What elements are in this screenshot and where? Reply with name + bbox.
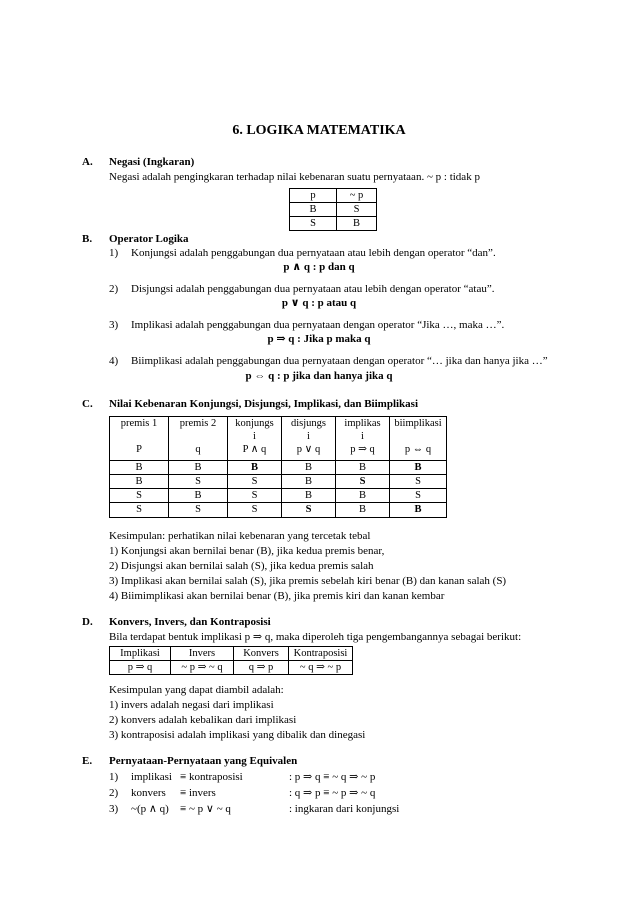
truth-cell: B bbox=[336, 503, 390, 517]
truth-header-line1: disjungs bbox=[290, 418, 326, 429]
operator-formula: p ⇒ q : Jika p maka q bbox=[267, 333, 371, 345]
implication-cell: q ⇒ p bbox=[234, 661, 289, 675]
equivalence-term: konvers bbox=[131, 787, 166, 799]
implication-cell: ~ p ⇒ ~ q bbox=[171, 661, 234, 675]
operator-item-num: 1) bbox=[109, 247, 119, 259]
truth-cell: S bbox=[110, 489, 169, 503]
truth-cell: B bbox=[282, 475, 336, 489]
section-e-heading: Pernyataan-Pernyataan yang Equivalen bbox=[109, 755, 298, 767]
truth-cell: S bbox=[110, 503, 169, 517]
truth-cell: S bbox=[336, 475, 390, 489]
truth-cell: S bbox=[228, 489, 282, 503]
truth-cell: S bbox=[228, 503, 282, 517]
truth-cell: B bbox=[390, 503, 447, 517]
section-d-letter: D. bbox=[82, 616, 93, 628]
truth-conclusion-line: 2) Disjungsi akan bernilai salah (S), jika kedua premis salah bbox=[109, 560, 374, 572]
truth-header-line1: premis 1 bbox=[120, 418, 158, 429]
section-d-desc: Bila terdapat bentuk implikasi p ⇒ q, maka diperoleh tiga pengembangannya sebagai berikut: bbox=[109, 631, 522, 643]
truth-conclusion-line: 1) Konjungsi akan bernilai benar (B), jika kedua premis benar, bbox=[109, 545, 385, 557]
implication-conclusion-line: 1) invers adalah negasi dari implikasi bbox=[109, 699, 274, 711]
equivalence-formula: : q ⇒ p ≡ ~ p ⇒ ~ q bbox=[289, 787, 376, 799]
implication-cell: p ⇒ q bbox=[110, 661, 171, 675]
section-a-desc: Negasi adalah pengingkaran terhadap nilai kebenaran suatu pernyataan. ~ p : tidak p bbox=[109, 171, 480, 183]
truth-header-line3: p ∨ q bbox=[296, 444, 321, 456]
page-title: 6. LOGIKA MATEMATIKA bbox=[232, 123, 406, 138]
section-a-letter: A. bbox=[82, 156, 93, 168]
truth-header-line3: p ⇔ q bbox=[404, 444, 432, 456]
section-b-letter: B. bbox=[82, 233, 93, 245]
negation-table bbox=[289, 188, 377, 231]
equivalence-num: 3) bbox=[109, 803, 119, 815]
operator-item-text: Disjungsi adalah penggabungan dua pernyataan atau lebih dengan operator “atau”. bbox=[131, 283, 495, 295]
section-d-heading: Konvers, Invers, dan Kontraposisi bbox=[109, 616, 271, 628]
equivalence-num: 2) bbox=[109, 787, 119, 799]
operator-formula: p ∧ q : p dan q bbox=[283, 261, 355, 273]
truth-cell: B bbox=[228, 461, 282, 475]
truth-cell: B bbox=[110, 475, 169, 489]
implication-header: Kontraposisi bbox=[289, 647, 353, 661]
truth-cell: B bbox=[282, 489, 336, 503]
equivalence-formula: : ingkaran dari konjungsi bbox=[289, 803, 400, 815]
equivalence-equiv: ≡ invers bbox=[180, 787, 216, 799]
truth-cell: S bbox=[169, 503, 228, 517]
implication-header: Konvers bbox=[234, 647, 289, 661]
truth-header-line1: premis 2 bbox=[179, 418, 217, 429]
operator-item-text: Konjungsi adalah penggabungan dua pernyataan atau lebih dengan operator “dan”. bbox=[131, 247, 496, 259]
implication-conclusion-line: Kesimpulan yang dapat diambil adalah: bbox=[109, 684, 284, 696]
equivalence-num: 1) bbox=[109, 771, 119, 783]
operator-formula: p ∨ q : p atau q bbox=[281, 297, 357, 309]
truth-header-col bbox=[169, 417, 228, 461]
operator-item-text: Biimplikasi adalah penggabungan dua pernyataan dengan operator “… jika dan hanya jika …” bbox=[131, 355, 548, 367]
equivalence-formula: : p ⇒ q ≡ ~ q ⇒ ~ p bbox=[289, 771, 376, 783]
truth-cell: S bbox=[390, 475, 447, 489]
negation-cell: S bbox=[290, 217, 337, 231]
truth-conclusion-line: 3) Implikasi akan bernilai salah (S), jika premis sebelah kiri benar (B) dan kanan salah (S) bbox=[109, 575, 507, 587]
truth-table bbox=[109, 416, 447, 518]
truth-header-line3: P ∧ q bbox=[242, 444, 267, 456]
operator-item-text: Implikasi adalah penggabungan dua pernyataan dengan operator “Jika …, maka …”. bbox=[131, 319, 505, 331]
truth-conclusion-line: 4) Biimimplikasi akan bernilai benar (B), jika premis kiri dan kanan kembar bbox=[109, 590, 445, 602]
negation-header-p: p bbox=[290, 189, 337, 203]
section-e-letter: E. bbox=[82, 755, 93, 767]
truth-cell: S bbox=[228, 475, 282, 489]
implication-conclusion-line: 2) konvers adalah kebalikan dari implikasi bbox=[109, 714, 297, 726]
truth-cell: B bbox=[390, 461, 447, 475]
negation-cell: S bbox=[337, 203, 377, 217]
implication-conclusion-line: 3) kontraposisi adalah implikasi yang dibalik dan dinegasi bbox=[109, 729, 366, 741]
truth-header-col bbox=[336, 417, 390, 461]
truth-cell: B bbox=[110, 461, 169, 475]
truth-header-line2: i bbox=[253, 431, 256, 443]
section-c-heading: Nilai Kebenaran Konjungsi, Disjungsi, Implikasi, dan Biimplikasi bbox=[109, 398, 419, 410]
truth-header-col bbox=[282, 417, 336, 461]
truth-header-line3: P bbox=[136, 444, 142, 456]
truth-header-line2: i bbox=[307, 431, 310, 443]
operator-formula: p ⇔ q : p jika dan hanya jika q bbox=[245, 370, 393, 382]
equivalence-term: implikasi bbox=[131, 771, 172, 783]
implication-cell: ~ q ⇒ ~ p bbox=[289, 661, 353, 675]
equivalence-equiv: ≡ ~ p ∨ ~ q bbox=[180, 803, 231, 815]
truth-cell: S bbox=[169, 475, 228, 489]
truth-cell: B bbox=[336, 461, 390, 475]
truth-header-line1: implikas bbox=[344, 418, 381, 429]
truth-header-line2: i bbox=[361, 431, 364, 443]
truth-header-line3: q bbox=[195, 444, 201, 456]
truth-cell: B bbox=[282, 461, 336, 475]
negation-header-not-p: ~ p bbox=[337, 189, 377, 203]
truth-header-line1: biimplikasi bbox=[394, 418, 442, 429]
equivalence-equiv: ≡ kontraposisi bbox=[180, 771, 243, 783]
truth-header-line3: p ⇒ q bbox=[350, 444, 375, 456]
truth-cell: B bbox=[169, 461, 228, 475]
implication-header: Invers bbox=[171, 647, 234, 661]
section-c-letter: C. bbox=[82, 398, 93, 410]
truth-cell: B bbox=[169, 489, 228, 503]
truth-conclusion-line: Kesimpulan: perhatikan nilai kebenaran yang tercetak tebal bbox=[109, 530, 371, 542]
truth-cell: B bbox=[336, 489, 390, 503]
equivalence-term: ~(p ∧ q) bbox=[131, 803, 169, 815]
implication-table bbox=[109, 646, 353, 675]
implication-header: Implikasi bbox=[110, 647, 171, 661]
truth-cell: S bbox=[390, 489, 447, 503]
operator-item-num: 3) bbox=[109, 319, 119, 331]
truth-header-col bbox=[228, 417, 282, 461]
operator-item-num: 2) bbox=[109, 283, 119, 295]
section-a-heading: Negasi (Ingkaran) bbox=[109, 156, 195, 168]
section-b-heading: Operator Logika bbox=[109, 233, 189, 245]
truth-header-col bbox=[390, 417, 447, 461]
negation-cell: B bbox=[337, 217, 377, 231]
negation-cell: B bbox=[290, 203, 337, 217]
truth-cell: S bbox=[282, 503, 336, 517]
truth-header-line1: konjungs bbox=[235, 418, 274, 429]
truth-header-col bbox=[110, 417, 169, 461]
operator-item-num: 4) bbox=[109, 355, 119, 367]
